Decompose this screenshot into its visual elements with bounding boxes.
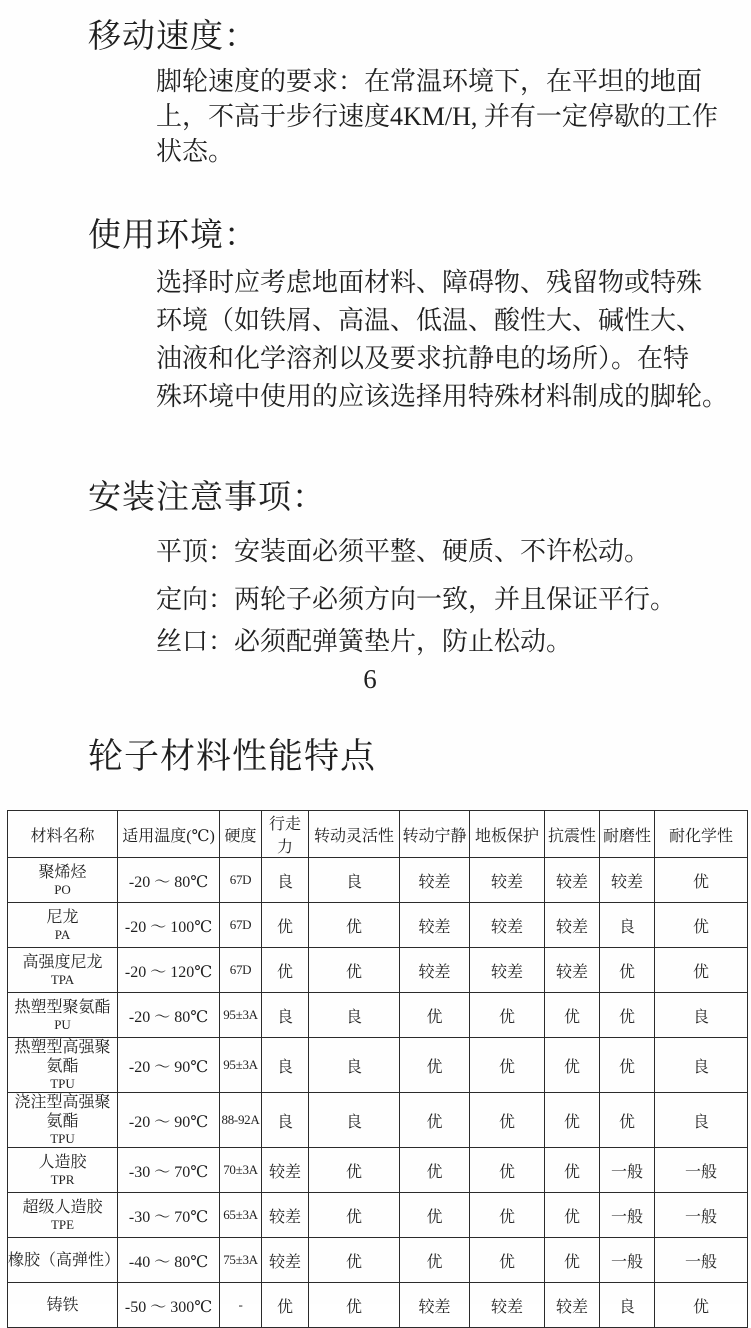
material-name-cell <box>8 903 118 948</box>
table-row <box>8 993 748 1038</box>
table-cell: 良 <box>262 1093 309 1148</box>
material-name: 铸铁 <box>46 1296 79 1314</box>
paragraph-line: 脚轮速度的要求：在常温环境下，在平坦的地面 <box>156 67 703 96</box>
table-cell: 优 <box>309 1238 400 1283</box>
table-cell: -30 ～ 70℃ <box>118 1193 220 1238</box>
table-cell: 优 <box>470 993 545 1038</box>
material-code: TPR <box>50 1171 75 1187</box>
table-row <box>8 1093 748 1148</box>
table-cell: 较差 <box>470 1283 545 1328</box>
column-header: 抗震性 <box>545 811 600 858</box>
paragraph-line: 环境（如铁屑、高温、低温、酸性大、碱性大、 <box>156 306 703 335</box>
materials-table-container <box>7 810 748 1328</box>
table-row <box>8 1283 748 1328</box>
table-cell: 优 <box>400 1093 470 1148</box>
table-cell: 优 <box>545 1093 600 1148</box>
paragraph-line: 殊环境中使用的应该选择用特殊材料制成的脚轮。 <box>156 382 729 411</box>
material-name: 人造胶 <box>38 1153 87 1171</box>
table-cell: 67D <box>220 948 262 993</box>
table-row <box>8 858 748 903</box>
table-cell: 95±3A <box>220 993 262 1038</box>
material-name-cell <box>8 1148 118 1193</box>
table-cell: 88-92A <box>220 1093 262 1148</box>
table-cell: 优 <box>470 1038 545 1093</box>
section-heading-moving-speed: 移动速度： <box>88 19 258 55</box>
install-note-threaded: 丝口：必须配弹簧垫片，防止松动。 <box>156 627 573 656</box>
column-header: 材料名称 <box>8 811 118 858</box>
table-cell: 较差 <box>400 1283 470 1328</box>
table-cell: 优 <box>655 903 748 948</box>
table-cell: 一般 <box>655 1148 748 1193</box>
material-code: TPU <box>50 1076 75 1091</box>
table-cell: -20 ～ 90℃ <box>118 1038 220 1093</box>
material-name: 热塑型聚氨酯 <box>14 998 111 1016</box>
table-cell: 优 <box>600 1038 655 1093</box>
install-note-flat-top: 平顶：安装面必须平整、硬质、不许松动。 <box>156 537 651 566</box>
material-name: 聚烯烃 <box>38 863 87 881</box>
table-cell: 较差 <box>470 858 545 903</box>
material-code: PA <box>54 926 71 942</box>
table-cell: 优 <box>262 903 309 948</box>
table-cell: 优 <box>470 1238 545 1283</box>
paragraph-line: 上，不高于步行速度4KM/H, 并有一定停歇的工作 <box>156 102 718 131</box>
install-note-fixed-direction: 定向：两轮子必须方向一致，并且保证平行。 <box>156 585 677 614</box>
table-cell: 较差 <box>600 858 655 903</box>
table-cell: -50 ～ 300℃ <box>118 1283 220 1328</box>
table-cell: 优 <box>400 1148 470 1193</box>
table-cell: 较差 <box>545 903 600 948</box>
table-cell: - <box>220 1283 262 1328</box>
table-cell: 良 <box>655 993 748 1038</box>
table-cell: 优 <box>309 948 400 993</box>
material-code: TPU <box>50 1131 75 1146</box>
material-code: TPE <box>50 1216 75 1232</box>
table-cell: -40 ～ 80℃ <box>118 1238 220 1283</box>
table-cell: -20 ～ 80℃ <box>118 858 220 903</box>
material-name: 超级人造胶 <box>22 1198 103 1216</box>
materials-table <box>7 810 748 1328</box>
table-cell: 优 <box>655 858 748 903</box>
table-cell: 65±3A <box>220 1193 262 1238</box>
table-cell: 优 <box>600 948 655 993</box>
table-cell: -20 ～ 120℃ <box>118 948 220 993</box>
table-header-row <box>8 811 748 858</box>
table-cell: 优 <box>470 1093 545 1148</box>
section-heading-environment: 使用环境： <box>88 218 258 254</box>
table-cell: 较差 <box>400 858 470 903</box>
table-cell: 优 <box>545 1038 600 1093</box>
table-cell: 一般 <box>600 1193 655 1238</box>
table-cell: 67D <box>220 903 262 948</box>
material-code: TPA <box>50 971 75 987</box>
table-cell: 优 <box>400 1238 470 1283</box>
table-cell: 优 <box>309 1148 400 1193</box>
table-cell: 较差 <box>262 1193 309 1238</box>
table-cell: 良 <box>309 858 400 903</box>
table-cell: 优 <box>545 1193 600 1238</box>
table-cell: 优 <box>309 903 400 948</box>
table-cell: 95±3A <box>220 1038 262 1093</box>
table-cell: 良 <box>655 1093 748 1148</box>
table-cell: 优 <box>400 1038 470 1093</box>
table-row <box>8 948 748 993</box>
table-cell: 较差 <box>470 903 545 948</box>
table-cell: 良 <box>600 903 655 948</box>
material-name: 高强度尼龙 <box>22 953 103 971</box>
table-cell: 一般 <box>655 1238 748 1283</box>
paragraph-line: 状态。 <box>156 137 235 166</box>
table-cell: 良 <box>655 1038 748 1093</box>
material-code: PU <box>54 1016 71 1032</box>
column-header: 地板保护 <box>470 811 545 858</box>
table-cell: 优 <box>545 1238 600 1283</box>
table-cell: 优 <box>262 1283 309 1328</box>
material-name-cell <box>8 1093 118 1148</box>
table-cell: 67D <box>220 858 262 903</box>
table-cell: -20 ～ 100℃ <box>118 903 220 948</box>
material-name-cell <box>8 858 118 903</box>
table-cell: -30 ～ 70℃ <box>118 1148 220 1193</box>
column-header: 耐磨性 <box>600 811 655 858</box>
material-name: 热塑型高强聚氨酯 <box>14 1039 111 1075</box>
table-cell: 较差 <box>545 858 600 903</box>
table-cell: 一般 <box>600 1148 655 1193</box>
table-cell: 良 <box>600 1283 655 1328</box>
table-cell: 较差 <box>470 948 545 993</box>
material-name-cell <box>8 1193 118 1238</box>
table-cell: 优 <box>262 948 309 993</box>
table-cell: 70±3A <box>220 1148 262 1193</box>
table-cell: 优 <box>655 1283 748 1328</box>
column-header: 适用温度(℃) <box>118 811 220 858</box>
table-cell: 一般 <box>600 1238 655 1283</box>
table-cell: 优 <box>470 1193 545 1238</box>
table-body <box>8 858 748 1328</box>
table-cell: 优 <box>309 1193 400 1238</box>
table-cell: 良 <box>309 993 400 1038</box>
column-header: 行走力 <box>262 811 309 858</box>
section-heading-installation: 安装注意事项： <box>88 480 326 516</box>
table-cell: 较差 <box>400 903 470 948</box>
material-name-cell <box>8 1238 121 1283</box>
table-cell: 良 <box>262 993 309 1038</box>
material-name-cell <box>8 948 118 993</box>
paragraph-moving-speed <box>156 64 718 169</box>
table-cell: 优 <box>400 1193 470 1238</box>
table-row <box>8 1038 748 1093</box>
material-name-cell <box>8 1038 118 1093</box>
table-cell: 优 <box>470 1148 545 1193</box>
table-title: 轮子材料性能特点 <box>88 737 377 776</box>
column-header: 硬度 <box>220 811 262 858</box>
paragraph-line: 选择时应考虑地面材料、障碍物、残留物或特殊 <box>156 268 703 297</box>
table-cell: 良 <box>309 1038 400 1093</box>
table-cell: 75±3A <box>220 1238 262 1283</box>
table-cell: 一般 <box>655 1193 748 1238</box>
table-cell: 良 <box>309 1093 400 1148</box>
table-row <box>8 1193 748 1238</box>
material-name-cell <box>8 993 118 1038</box>
table-row <box>8 1238 748 1283</box>
table-cell: 优 <box>600 1093 655 1148</box>
table-cell: -20 ～ 90℃ <box>118 1093 220 1148</box>
column-header: 转动宁静 <box>400 811 470 858</box>
material-name: 浇注型高强聚氨酯 <box>14 1094 111 1130</box>
material-name: 尼龙 <box>46 908 79 926</box>
material-name-cell <box>8 1283 118 1328</box>
table-cell: 较差 <box>262 1238 309 1283</box>
table-row <box>8 903 748 948</box>
table-cell: 优 <box>545 993 600 1038</box>
material-code: PO <box>54 881 71 897</box>
table-cell: -20 ～ 80℃ <box>118 993 220 1038</box>
paragraph-environment <box>156 264 728 416</box>
page-number: 6 <box>363 664 377 694</box>
paragraph-line: 油液和化学溶剂以及要求抗静电的场所）。在特 <box>156 344 690 373</box>
material-name: 橡胶（高弹性） <box>8 1251 121 1269</box>
table-cell: 优 <box>309 1283 400 1328</box>
table-cell: 优 <box>600 993 655 1038</box>
table-cell: 良 <box>262 1038 309 1093</box>
column-header: 耐化学性 <box>655 811 748 858</box>
table-cell: 优 <box>655 948 748 993</box>
table-cell: 较差 <box>545 1283 600 1328</box>
table-cell: 良 <box>262 858 309 903</box>
column-header: 转动灵活性 <box>309 811 400 858</box>
table-cell: 优 <box>545 1148 600 1193</box>
table-cell: 较差 <box>545 948 600 993</box>
table-cell: 较差 <box>400 948 470 993</box>
table-cell: 较差 <box>262 1148 309 1193</box>
table-row <box>8 1148 748 1193</box>
table-cell: 优 <box>400 993 470 1038</box>
